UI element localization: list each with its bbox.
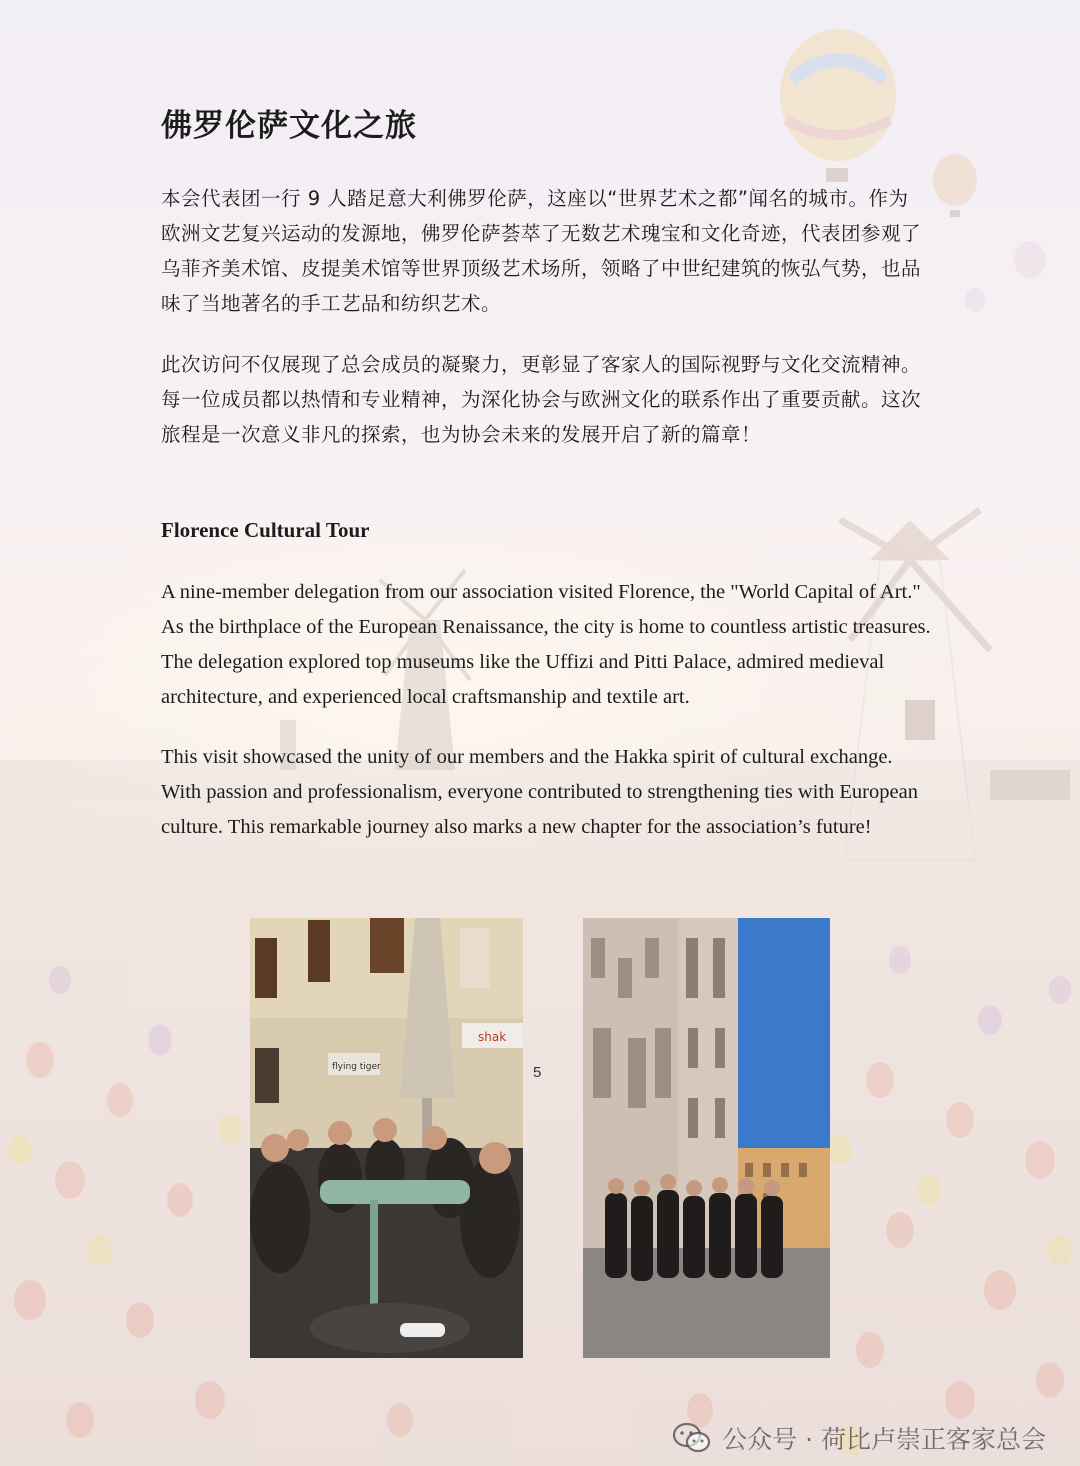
- photo-cafe-group: [250, 918, 523, 1358]
- chinese-title: 佛罗伦萨文化之旅: [161, 108, 417, 144]
- watermark-text: 公众号 · 荷比卢崇正客家总会: [722, 1425, 1046, 1454]
- wechat-watermark: [672, 1418, 1046, 1458]
- english-paragraph-1: A nine-member delegation from our association visited Florence, the "World Capital of Art." As the birthplace of the European Renaissance, the city is home to countless artistic treasures. The delegation explored top museums like the Uffizi and Pitti Palace, admired medieval architecture, and experienced local craftsmanship and textile art.: [161, 581, 931, 708]
- cafe-sign-text: flying tiger: [332, 1062, 381, 1072]
- chinese-paragraph-1: 本会代表团一行 9 人踏足意大利佛罗伦萨，这座以“世界艺术之都”闻名的城市。作为欧洲文艺复兴运动的发源地，佛罗伦萨荟萃了无数艺术瑰宝和文化奇迹，代表团参观了乌菲齐美术馆、皮提美术馆等世界顶级艺术场所，领略了中世纪建筑的恢弘气势，也品味了当地著名的手工艺品和纺织艺术。: [161, 187, 922, 315]
- chinese-paragraph-2: 此次访问不仅展现了总会成员的凝聚力，更彰显了客家人的国际视野与文化交流精神。每一位成员都以热情和专业精神，为深化协会与欧洲文化的联系作出了重要贡献。这次旅程是一次意义非凡的探索，也为协会未来的发展开启了新的篇章！: [161, 353, 922, 446]
- wechat-icon: [672, 1421, 712, 1455]
- english-title: Florence Cultural Tour: [161, 518, 370, 542]
- english-paragraph-2: This visit showcased the unity of our members and the Hakka spirit of cultural exchange. With passion and professionalism, everyone contributed to strengthening ties with European culture. This remarkable journey also marks a new chapter for the association’s future!: [161, 746, 918, 838]
- page-number: 5: [533, 1064, 542, 1081]
- shop-sign-text: shak: [478, 1030, 507, 1044]
- photo-cathedral-group: [583, 918, 830, 1358]
